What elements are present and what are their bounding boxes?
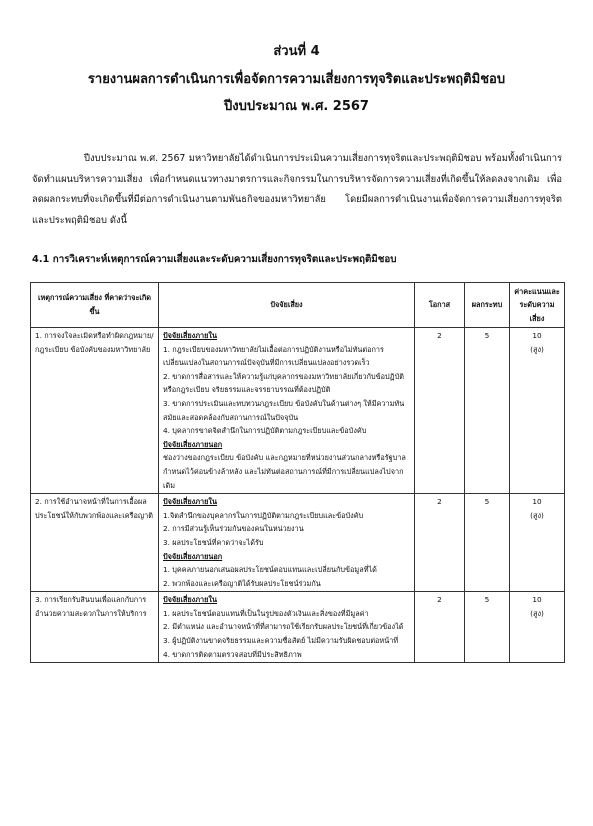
section-title: 4.1 การวิเคราะห์เหตุการณ์ความเสี่ยงและระดับความเสี่ยงการทุจริตและประพฤติมิชอบ — [32, 254, 397, 265]
table-row — [31, 328, 565, 494]
factor-item: 3. ผลประโยชน์ที่คาดว่าจะได้รับ — [163, 537, 264, 547]
risk-score-value: 10 — [532, 497, 542, 507]
likelihood-cell: 2 — [415, 494, 465, 592]
internal-factors-label: ปัจจัยเสี่ยงภายใน — [163, 497, 217, 507]
report-title: รายงานผลการดำเนินการเพื่อจัดการความเสี่ยงการทุจริตและประพฤติมิชอบ — [87, 72, 506, 87]
table-row — [31, 592, 565, 663]
factor-item: 4. ขาดการติดตามตรวจสอบที่มีประสิทธิภาพ — [163, 649, 302, 659]
factor-item: 2. มีตำแหน่ง และอำนาจหน้าที่ที่สามารถใช้เรียกรับผลประโยชน์ที่เกี่ยวข้องได้ — [163, 622, 404, 632]
header-impact: ผลกระทบ — [465, 283, 510, 328]
risk-score-cell — [510, 494, 565, 592]
factor-item: 1. ผลประโยชน์ตอบแทนที่เป็นในรูปของตัวเงินและสิ่งของที่มีมูลค่า — [163, 608, 369, 618]
risk-analysis-table — [30, 282, 565, 663]
impact-cell: 5 — [465, 494, 510, 592]
risk-event-cell: 3. การเรียกรับสินบนเพื่อแลกกับการอำนวยความสะดวกในการให้บริการ — [31, 592, 159, 663]
internal-factors-label: ปัจจัยเสี่ยงภายใน — [163, 595, 217, 605]
factor-item: 2. พวกพ้องและเครือญาติได้รับผลประโยชน์ร่วมกัน — [163, 578, 321, 588]
likelihood-cell: 2 — [415, 592, 465, 663]
internal-factors-label: ปัจจัยเสี่ยงภายใน — [163, 331, 217, 340]
factor-item: 4. บุคลากรขาดจิตสำนึกในการปฏิบัติตามกฎระเบียบและข้อบังคับ — [163, 426, 367, 436]
risk-factors-cell — [159, 328, 415, 494]
factor-item: 1.จิตสำนึกของบุคลากรในการปฏิบัติตามกฎระเบียบและข้อบังคับ — [163, 510, 364, 520]
risk-factors-cell — [159, 592, 415, 663]
impact-cell: 5 — [465, 328, 510, 494]
factor-item: 2. การมีส่วนรู้เห็นร่วมกันของคนในหน่วยงาน — [163, 524, 304, 534]
likelihood-cell: 2 — [415, 328, 465, 494]
risk-event-cell: 1. การจงใจละเมิดหรือทำผิดกฎหมาย/กฎระเบียบ ข้อบังคับของมหาวิทยาลัย — [31, 328, 159, 494]
external-factors-label: ปัจจัยเสี่ยงภายนอก — [163, 551, 223, 561]
fiscal-year-title: ปีงบประมาณ พ.ศ. 2567 — [224, 99, 369, 114]
intro-paragraph — [32, 149, 562, 231]
risk-level: (สูง) — [530, 608, 544, 618]
part-title: ส่วนที่ 4 — [273, 44, 320, 59]
risk-score-value: 10 — [532, 331, 542, 340]
header-risk-factors: ปัจจัยเสี่ยง — [159, 283, 415, 328]
risk-level: (สูง) — [530, 344, 544, 354]
factor-item: 1. บุคคลภายนอกเสนอผลประโยชน์ตอบแทนและเปลี่ยนกับข้อมูลที่ได้ — [163, 565, 377, 575]
risk-score-cell — [510, 592, 565, 663]
external-factors-label: ปัจจัยเสี่ยงภายนอก — [163, 439, 223, 449]
table-header-row — [31, 283, 565, 328]
header-risk-event: เหตุการณ์ความเสี่ยง ที่คาดว่าจะเกิดขึ้น — [31, 283, 159, 328]
risk-factors-cell — [159, 494, 415, 592]
header-risk-score: ค่าคะแนนและระดับความเสี่ยง — [510, 283, 565, 328]
intro-text: ปีงบประมาณ พ.ศ. 2567 มหาวิทยาลัยได้ดำเนินการประเมินความเสี่ยงการทุจริตและประพฤติมิชอบ พร้อมทั้งดำเนินการจัดทำแผนบริหารความเสี่ยง เพื่อกำหนดแนวทางมาตรการและกิจกรรมในการบริหารจัดการความเสี่ยงที่เกิดขึ้นให้ลดลงจากเดิม เพื่อลดผลกระทบที่จะเกิดขึ้นที่มีต่อการดำเนินงานตามพันธกิจของมหาวิทยาลัย โดยมีผลการดำเนินงานเพื่อจัดการความเสี่ยงการทุจริตและประพฤติมิชอบ ดังนี้ — [32, 153, 562, 226]
risk-score-cell — [510, 328, 565, 494]
factor-item: 3. ผู้ปฏิบัติงานขาดจริยธรรมและความซื่อสัตย์ ไม่มีความรับผิดชอบต่อหน้าที่ — [163, 636, 399, 646]
risk-event-cell: 2. การใช้อำนาจหน้าที่ในการเอื้อผลประโยชน์ให้กับพวกพ้องและเครือญาติ — [31, 494, 159, 592]
risk-score-value: 10 — [532, 595, 542, 605]
factor-item: 1. กฎระเบียบของมหาวิทยาลัยไม่เอื้อต่อการปฏิบัติงานหรือไม่ทันต่อการเปลี่ยนแปลงในสถานการณ์ปัจจุบันที่มีการเปลี่ยนแปลงอย่างรวดเร็ว — [163, 344, 384, 368]
header-likelihood: โอกาส — [415, 283, 465, 328]
impact-cell: 5 — [465, 592, 510, 663]
table-row — [31, 494, 565, 592]
factor-item: 2. ขาดการสื่อสารและให้ความรู้แก่บุคลากรของมหาวิทยาลัยเกี่ยวกับข้อปฏิบัติ หรือกฎระเบียบ จริยธรรมและจรรยาบรรณที่ต้องปฏิบัติ — [163, 371, 404, 395]
factor-item: 3. ขาดการประเมินและทบทวนกฎระเบียบ ข้อบังคับในด้านต่างๆ ให้มีความทันสมัยและสอดคล้องกับสถานการณ์ในปัจจุบัน — [163, 398, 405, 422]
factor-item: ช่องว่างของกฎระเบียบ ข้อบังคับ และกฎหมายที่หน่วยงานส่วนกลางหรือรัฐบาลกำหนดไว้ค่อนข้างล้าหลัง และไม่ทันต่อสถานการณ์ที่มีการเปลี่ยนแปลงไปจากเดิม — [163, 453, 406, 490]
risk-level: (สูง) — [530, 510, 544, 520]
